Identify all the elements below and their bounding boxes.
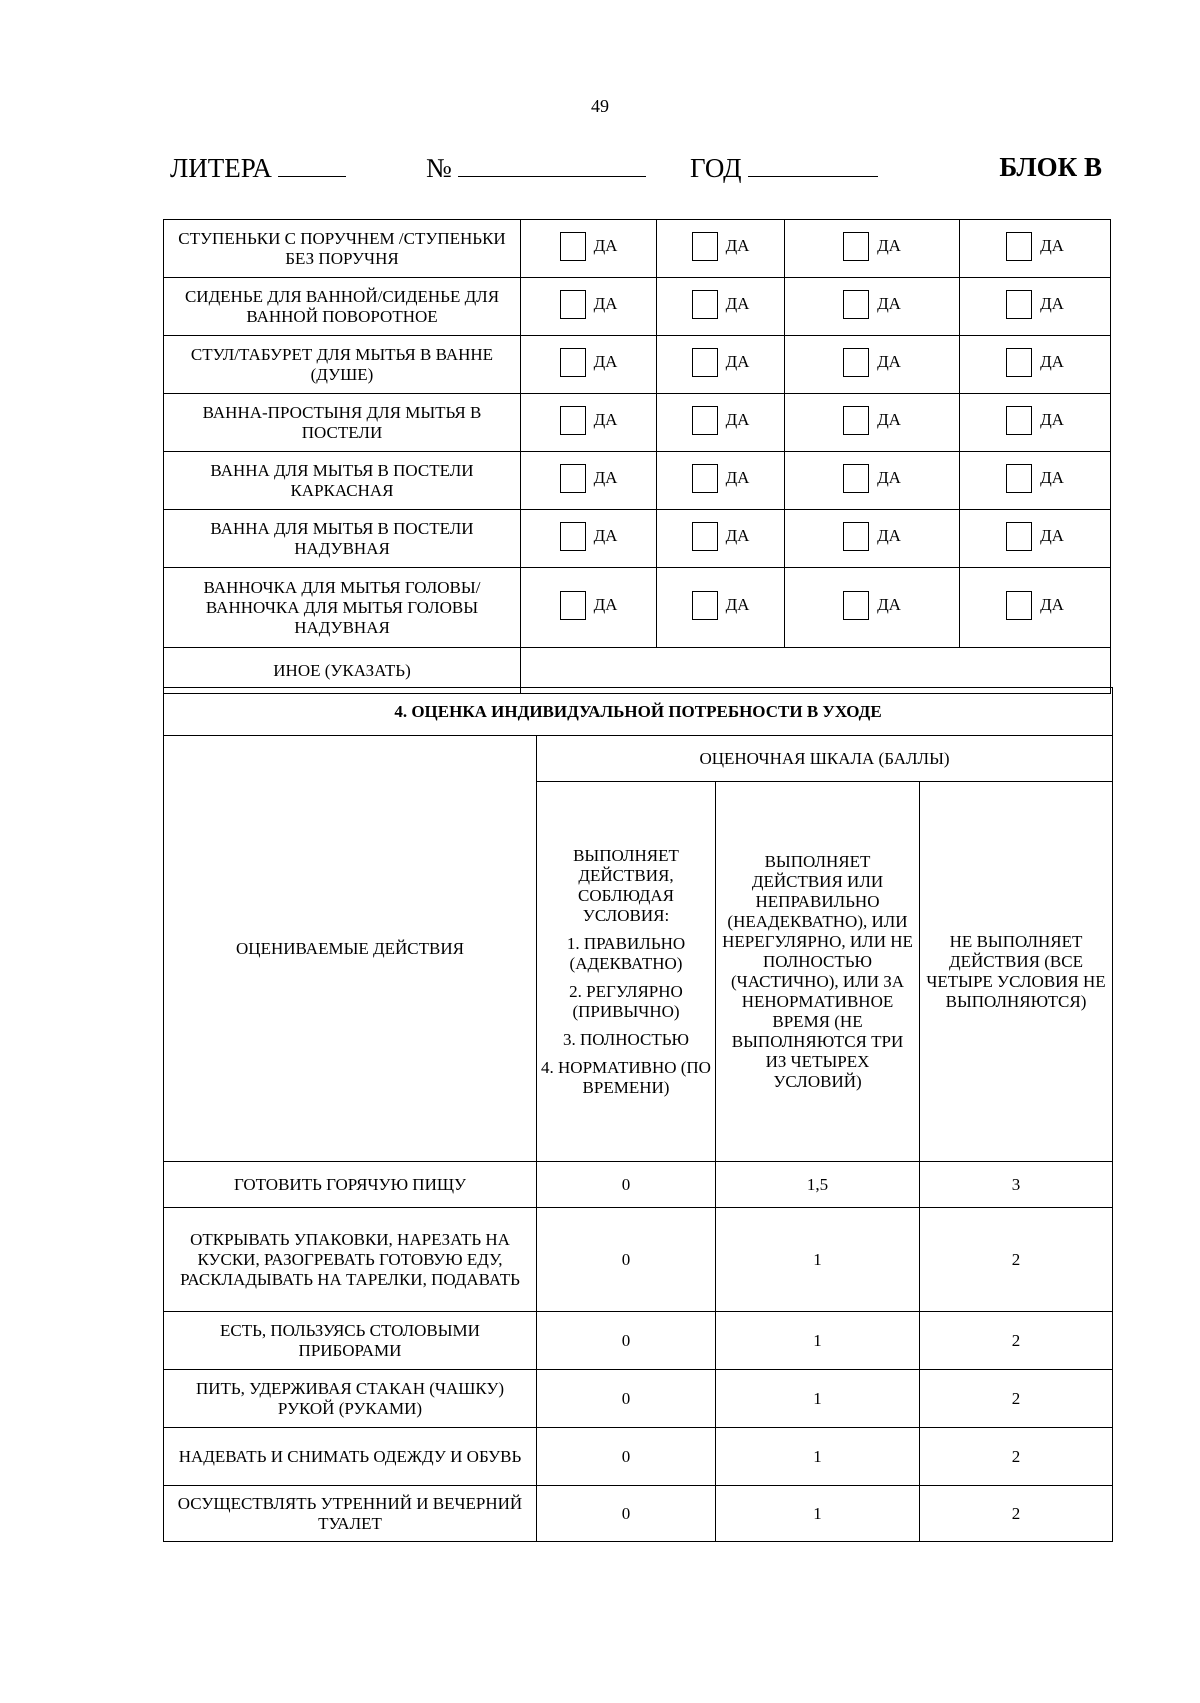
equipment-label: СТУПЕНЬКИ С ПОРУЧНЕМ /СТУПЕНЬКИ БЕЗ ПОРУЧНЯ bbox=[164, 220, 521, 278]
action-label: ПИТЬ, УДЕРЖИВАЯ СТАКАН (ЧАШКУ) РУКОЙ (РУКАМИ) bbox=[164, 1370, 537, 1428]
equipment-label: СТУЛ/ТАБУРЕТ ДЛЯ МЫТЬЯ В ВАННЕ (ДУШЕ) bbox=[164, 336, 521, 394]
yes-checkbox[interactable] bbox=[560, 290, 618, 319]
yes-checkbox[interactable] bbox=[1006, 406, 1064, 435]
form-header bbox=[170, 152, 1102, 192]
yes-checkbox[interactable] bbox=[1006, 348, 1064, 377]
checkbox-square-icon[interactable] bbox=[1006, 522, 1032, 551]
score-cell-3[interactable]: 3 bbox=[920, 1162, 1113, 1208]
scale-col-1 bbox=[537, 782, 716, 1162]
equipment-row bbox=[164, 452, 1111, 510]
equipment-row bbox=[164, 220, 1111, 278]
yes-label: ДА bbox=[1040, 236, 1064, 255]
yes-checkbox[interactable] bbox=[560, 232, 618, 261]
yes-checkbox[interactable] bbox=[843, 591, 901, 620]
yes-checkbox[interactable] bbox=[560, 522, 618, 551]
score-cell-1[interactable]: 0 bbox=[537, 1428, 716, 1486]
yes-checkbox[interactable] bbox=[843, 464, 901, 493]
yes-label: ДА bbox=[1040, 468, 1064, 487]
yes-cell bbox=[785, 336, 960, 394]
checkbox-square-icon[interactable] bbox=[1006, 290, 1032, 319]
yes-label: ДА bbox=[725, 294, 750, 313]
checkbox-square-icon[interactable] bbox=[1006, 464, 1032, 493]
yes-checkbox[interactable] bbox=[560, 464, 618, 493]
yes-cell bbox=[521, 394, 657, 452]
equipment-row bbox=[164, 278, 1111, 336]
equipment-label: ВАННОЧКА ДЛЯ МЫТЬЯ ГОЛОВЫ/ ВАННОЧКА ДЛЯ МЫТЬЯ ГОЛОВЫ НАДУВНАЯ bbox=[164, 568, 521, 648]
yes-label: ДА bbox=[1040, 294, 1064, 313]
yes-label: ДА bbox=[1040, 526, 1064, 545]
assessment-row bbox=[164, 1162, 1113, 1208]
yes-label: ДА bbox=[877, 595, 901, 614]
action-label: ГОТОВИТЬ ГОРЯЧУЮ ПИЩУ bbox=[164, 1162, 537, 1208]
yes-cell bbox=[521, 278, 657, 336]
equipment-table bbox=[163, 219, 1111, 694]
assessment-row bbox=[164, 1208, 1113, 1312]
yes-cell bbox=[521, 336, 657, 394]
yes-cell bbox=[785, 568, 960, 648]
yes-checkbox[interactable] bbox=[692, 591, 750, 620]
score-cell-2[interactable]: 1 bbox=[716, 1312, 920, 1370]
checkbox-square-icon[interactable] bbox=[560, 464, 586, 493]
assessment-row bbox=[164, 1312, 1113, 1370]
yes-cell bbox=[960, 452, 1111, 510]
equipment-label: ВАННА ДЛЯ МЫТЬЯ В ПОСТЕЛИ НАДУВНАЯ bbox=[164, 510, 521, 568]
score-cell-1[interactable]: 0 bbox=[537, 1486, 716, 1542]
yes-label: ДА bbox=[725, 526, 750, 545]
checkbox-square-icon[interactable] bbox=[692, 522, 718, 551]
yes-label: ДА bbox=[877, 468, 901, 487]
score-cell-1[interactable]: 0 bbox=[537, 1208, 716, 1312]
score-cell-1[interactable]: 0 bbox=[537, 1370, 716, 1428]
yes-cell bbox=[657, 452, 785, 510]
yes-cell bbox=[657, 336, 785, 394]
yes-checkbox[interactable] bbox=[1006, 591, 1064, 620]
litera-blank[interactable] bbox=[278, 152, 346, 177]
yes-label: ДА bbox=[593, 595, 618, 614]
score-cell-3[interactable]: 2 bbox=[920, 1208, 1113, 1312]
yes-checkbox[interactable] bbox=[692, 348, 750, 377]
number-label: № bbox=[426, 153, 452, 183]
score-cell-2[interactable]: 1,5 bbox=[716, 1162, 920, 1208]
yes-label: ДА bbox=[877, 294, 901, 313]
actions-header: ОЦЕНИВАЕМЫЕ ДЕЙСТВИЯ bbox=[164, 736, 537, 1162]
score-cell-2[interactable]: 1 bbox=[716, 1428, 920, 1486]
criterion-1: 1. ПРАВИЛЬНО (АДЕКВАТНО) bbox=[566, 933, 686, 973]
yes-checkbox[interactable] bbox=[843, 232, 901, 261]
criterion-4: 4. НОРМАТИВНО (ПО ВРЕМЕНИ) bbox=[541, 1057, 711, 1097]
yes-checkbox[interactable] bbox=[1006, 232, 1064, 261]
block-label: БЛОК В bbox=[999, 152, 1102, 182]
checkbox-square-icon[interactable] bbox=[560, 591, 586, 620]
score-cell-2[interactable]: 1 bbox=[716, 1486, 920, 1542]
yes-checkbox[interactable] bbox=[843, 522, 901, 551]
litera-label: ЛИТЕРА bbox=[170, 153, 272, 183]
yes-label: ДА bbox=[593, 352, 618, 371]
criterion-3: 3. ПОЛНОСТЬЮ bbox=[563, 1029, 689, 1049]
yes-label: ДА bbox=[877, 526, 901, 545]
yes-checkbox[interactable] bbox=[1006, 464, 1064, 493]
yes-label: ДА bbox=[1040, 410, 1064, 429]
checkbox-square-icon[interactable] bbox=[843, 464, 869, 493]
checkbox-square-icon[interactable] bbox=[1006, 406, 1032, 435]
equipment-row bbox=[164, 336, 1111, 394]
section-title: 4. ОЦЕНКА ИНДИВИДУАЛЬНОЙ ПОТРЕБНОСТИ В УХОДЕ bbox=[164, 688, 1113, 736]
yes-label: ДА bbox=[593, 236, 618, 255]
yes-cell bbox=[960, 278, 1111, 336]
assessment-row bbox=[164, 1428, 1113, 1486]
yes-checkbox[interactable] bbox=[843, 290, 901, 319]
equipment-row bbox=[164, 568, 1111, 648]
yes-label: ДА bbox=[1040, 595, 1064, 614]
assessment-row bbox=[164, 1370, 1113, 1428]
score-cell-3[interactable]: 2 bbox=[920, 1370, 1113, 1428]
yes-checkbox[interactable] bbox=[843, 348, 901, 377]
yes-checkbox[interactable] bbox=[843, 406, 901, 435]
yes-label: ДА bbox=[1040, 352, 1064, 371]
equipment-label: ВАННА ДЛЯ МЫТЬЯ В ПОСТЕЛИ КАРКАСНАЯ bbox=[164, 452, 521, 510]
equipment-row bbox=[164, 394, 1111, 452]
checkbox-square-icon[interactable] bbox=[560, 290, 586, 319]
checkbox-square-icon[interactable] bbox=[1006, 232, 1032, 261]
checkbox-square-icon[interactable] bbox=[692, 591, 718, 620]
scale-col-1-intro: ВЫПОЛНЯЕТ ДЕЙСТВИЯ, СОБЛЮДАЯ УСЛОВИЯ: bbox=[573, 845, 679, 925]
checkbox-square-icon[interactable] bbox=[843, 406, 869, 435]
checkbox-square-icon[interactable] bbox=[692, 290, 718, 319]
page-number: 49 bbox=[591, 96, 609, 116]
yes-cell bbox=[521, 452, 657, 510]
yes-cell bbox=[657, 568, 785, 648]
yes-cell bbox=[960, 568, 1111, 648]
yes-label: ДА bbox=[593, 468, 618, 487]
checkbox-square-icon[interactable] bbox=[692, 348, 718, 377]
yes-label: ДА bbox=[877, 410, 901, 429]
yes-cell bbox=[960, 336, 1111, 394]
yes-cell bbox=[521, 510, 657, 568]
yes-cell bbox=[785, 452, 960, 510]
yes-cell bbox=[657, 278, 785, 336]
yes-cell bbox=[657, 394, 785, 452]
checkbox-square-icon[interactable] bbox=[692, 232, 718, 261]
yes-checkbox[interactable] bbox=[692, 406, 750, 435]
score-cell-3[interactable]: 2 bbox=[920, 1486, 1113, 1542]
litera-field[interactable] bbox=[170, 152, 346, 184]
checkbox-square-icon[interactable] bbox=[843, 348, 869, 377]
yes-cell bbox=[960, 510, 1111, 568]
number-blank[interactable] bbox=[458, 152, 646, 177]
score-cell-3[interactable]: 2 bbox=[920, 1428, 1113, 1486]
score-cell-1[interactable]: 0 bbox=[537, 1162, 716, 1208]
checkbox-square-icon[interactable] bbox=[1006, 348, 1032, 377]
yes-checkbox[interactable] bbox=[692, 522, 750, 551]
checkbox-square-icon[interactable] bbox=[843, 290, 869, 319]
assessment-row bbox=[164, 1486, 1113, 1542]
yes-checkbox[interactable] bbox=[560, 591, 618, 620]
yes-cell bbox=[960, 394, 1111, 452]
yes-label: ДА bbox=[877, 236, 901, 255]
criterion-2: 2. РЕГУЛЯРНО (ПРИВЫЧНО) bbox=[569, 981, 683, 1021]
other-label: ИНОЕ (УКАЗАТЬ) bbox=[164, 648, 521, 694]
yes-label: ДА bbox=[725, 352, 750, 371]
yes-checkbox[interactable] bbox=[560, 348, 618, 377]
equipment-row bbox=[164, 510, 1111, 568]
action-label: НАДЕВАТЬ И СНИМАТЬ ОДЕЖДУ И ОБУВЬ bbox=[164, 1428, 537, 1486]
equipment-label: СИДЕНЬЕ ДЛЯ ВАННОЙ/СИДЕНЬЕ ДЛЯ ВАННОЙ ПОВОРОТНОЕ bbox=[164, 278, 521, 336]
assessment-table bbox=[163, 687, 1113, 1542]
yes-label: ДА bbox=[877, 352, 901, 371]
score-cell-2[interactable]: 1 bbox=[716, 1208, 920, 1312]
checkbox-square-icon[interactable] bbox=[560, 522, 586, 551]
checkbox-square-icon[interactable] bbox=[843, 591, 869, 620]
yes-label: ДА bbox=[725, 410, 750, 429]
checkbox-square-icon[interactable] bbox=[843, 232, 869, 261]
yes-label: ДА bbox=[593, 526, 618, 545]
checkbox-square-icon[interactable] bbox=[560, 348, 586, 377]
yes-label: ДА bbox=[593, 410, 618, 429]
yes-checkbox[interactable] bbox=[560, 406, 618, 435]
yes-cell bbox=[785, 394, 960, 452]
score-cell-3[interactable]: 2 bbox=[920, 1312, 1113, 1370]
year-blank[interactable] bbox=[748, 152, 878, 177]
yes-checkbox[interactable] bbox=[692, 464, 750, 493]
checkbox-square-icon[interactable] bbox=[1006, 591, 1032, 620]
yes-label: ДА bbox=[725, 595, 750, 614]
yes-cell bbox=[657, 510, 785, 568]
yes-cell bbox=[657, 220, 785, 278]
checkbox-square-icon[interactable] bbox=[560, 232, 586, 261]
yes-cell bbox=[785, 510, 960, 568]
action-label: ОСУЩЕСТВЛЯТЬ УТРЕННИЙ И ВЕЧЕРНИЙ ТУАЛЕТ bbox=[164, 1486, 537, 1542]
yes-label: ДА bbox=[593, 294, 618, 313]
number-field[interactable] bbox=[426, 152, 646, 184]
score-cell-1[interactable]: 0 bbox=[537, 1312, 716, 1370]
scale-col-3: НЕ ВЫПОЛНЯЕТ ДЕЙСТВИЯ (ВСЕ ЧЕТЫРЕ УСЛОВИЯ НЕ ВЫПОЛНЯЮТСЯ) bbox=[920, 782, 1113, 1162]
yes-cell bbox=[785, 220, 960, 278]
year-field[interactable] bbox=[690, 152, 878, 184]
yes-cell bbox=[521, 568, 657, 648]
yes-checkbox[interactable] bbox=[1006, 290, 1064, 319]
yes-label: ДА bbox=[725, 468, 750, 487]
equipment-label: ВАННА-ПРОСТЫНЯ ДЛЯ МЫТЬЯ В ПОСТЕЛИ bbox=[164, 394, 521, 452]
scale-header: ОЦЕНОЧНАЯ ШКАЛА (БАЛЛЫ) bbox=[537, 736, 1113, 782]
year-label: ГОД bbox=[690, 153, 742, 183]
action-label: ЕСТЬ, ПОЛЬЗУЯСЬ СТОЛОВЫМИ ПРИБОРАМИ bbox=[164, 1312, 537, 1370]
score-cell-2[interactable]: 1 bbox=[716, 1370, 920, 1428]
yes-label: ДА bbox=[725, 236, 750, 255]
action-label: ОТКРЫВАТЬ УПАКОВКИ, НАРЕЗАТЬ НА КУСКИ, РАЗОГРЕВАТЬ ГОТОВУЮ ЕДУ, РАСКЛАДЫВАТЬ НА ТАРЕЛКИ, ПОДАВАТЬ bbox=[164, 1208, 537, 1312]
scale-col-2: ВЫПОЛНЯЕТ ДЕЙСТВИЯ ИЛИ НЕПРАВИЛЬНО (НЕАДЕКВАТНО), ИЛИ НЕРЕГУЛЯРНО, ИЛИ НЕ ПОЛНОСТЬЮ (ЧАСТИЧНО), ИЛИ ЗА НЕНОРМАТИВНОЕ ВРЕМЯ (НЕ ВЫПОЛНЯЮТСЯ ТРИ ИЗ ЧЕТЫРЕХ УСЛОВИЙ) bbox=[716, 782, 920, 1162]
yes-cell bbox=[785, 278, 960, 336]
checkbox-square-icon[interactable] bbox=[843, 522, 869, 551]
yes-cell bbox=[960, 220, 1111, 278]
checkbox-square-icon[interactable] bbox=[560, 406, 586, 435]
yes-checkbox[interactable] bbox=[1006, 522, 1064, 551]
yes-checkbox[interactable] bbox=[692, 232, 750, 261]
checkbox-square-icon[interactable] bbox=[692, 464, 718, 493]
checkbox-square-icon[interactable] bbox=[692, 406, 718, 435]
yes-checkbox[interactable] bbox=[692, 290, 750, 319]
yes-cell bbox=[521, 220, 657, 278]
